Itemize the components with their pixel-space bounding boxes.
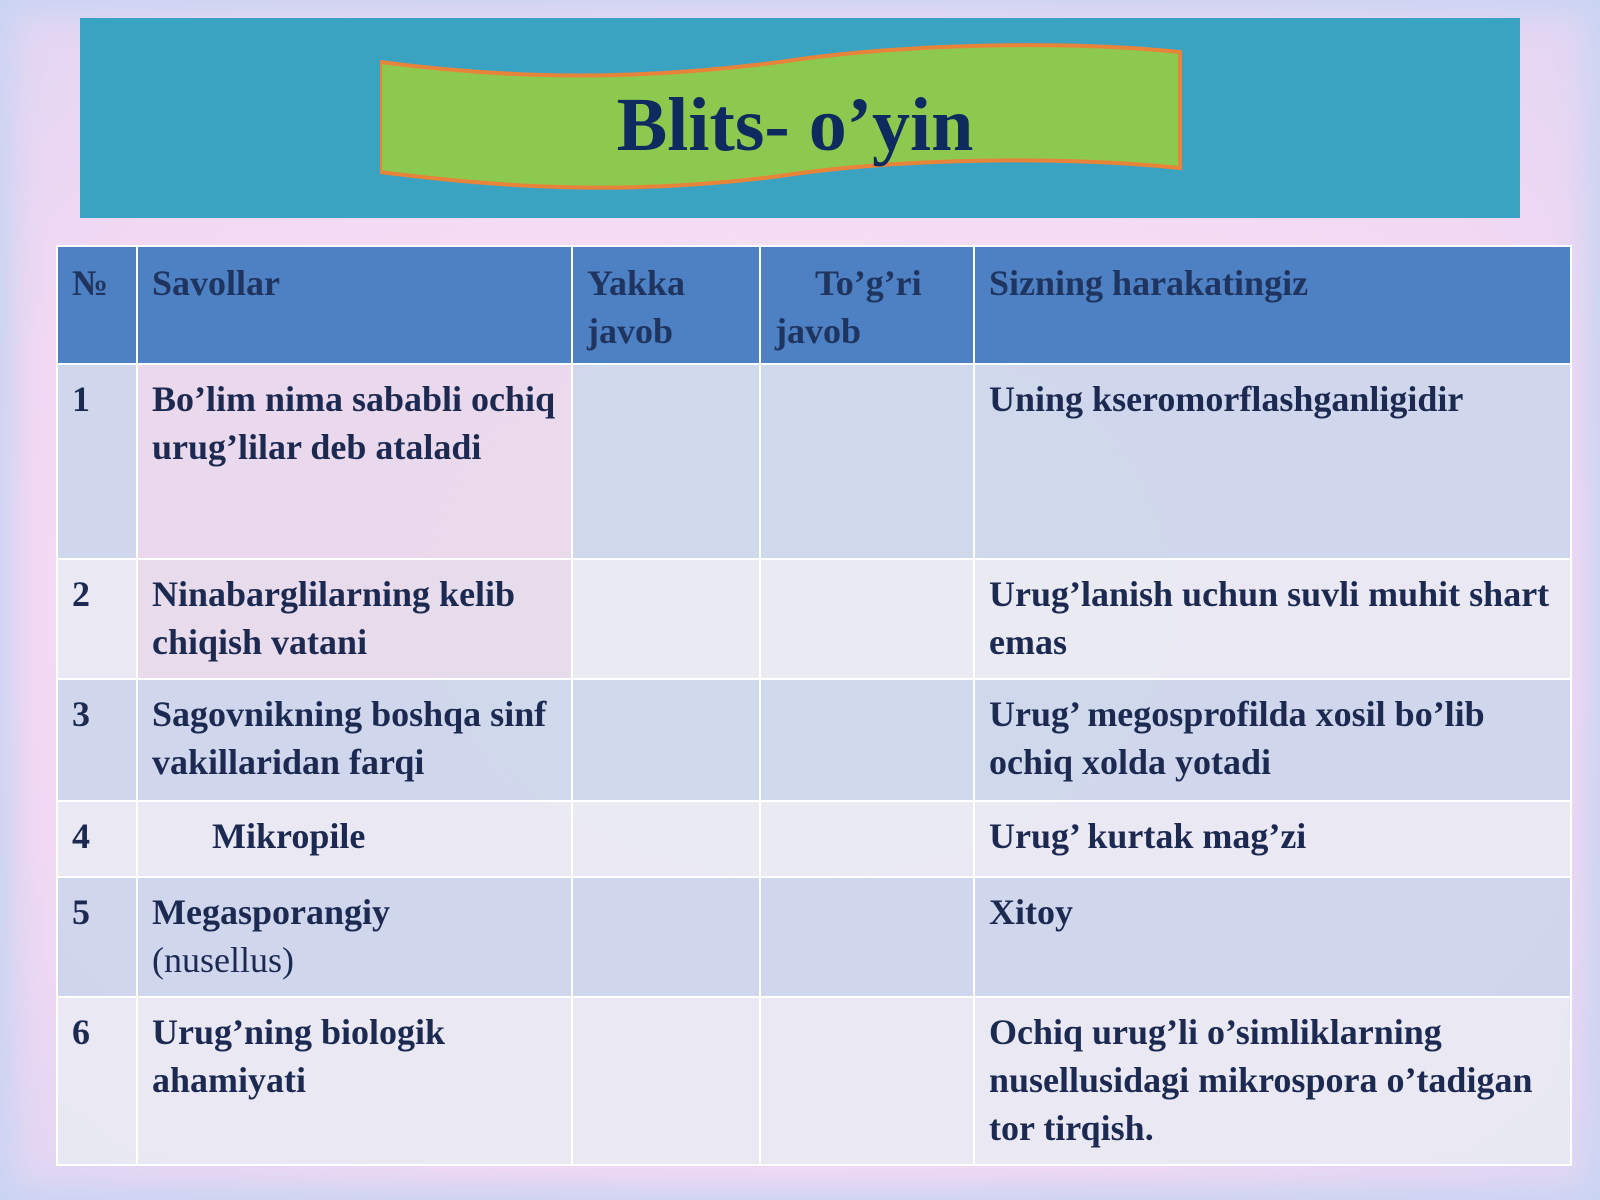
question-text: Megasporangiy bbox=[152, 892, 390, 932]
blits-table bbox=[56, 245, 1572, 1166]
table-row bbox=[57, 364, 1571, 559]
correct-answer-cell[interactable] bbox=[760, 679, 974, 801]
correct-answer-cell[interactable] bbox=[760, 801, 974, 877]
table-row bbox=[57, 997, 1571, 1165]
table-row bbox=[57, 801, 1571, 877]
question-note: (nusellus) bbox=[152, 940, 294, 980]
row-number: 6 bbox=[57, 997, 137, 1165]
row-number: 3 bbox=[57, 679, 137, 801]
individual-answer-cell[interactable] bbox=[572, 877, 760, 997]
individual-answer-cell[interactable] bbox=[572, 801, 760, 877]
page-title: Blits- o’yin bbox=[616, 83, 974, 167]
question-cell: Bo’lim nima sababli ochiq urug’lilar deb ataladi bbox=[137, 364, 572, 559]
header-individual-line2: javob bbox=[587, 311, 674, 351]
question-cell: Urug’ning biologik ahamiyati bbox=[137, 997, 572, 1165]
question-cell: Ninabarglilarning kelib chiqish vatani bbox=[137, 559, 572, 679]
header-num bbox=[57, 246, 137, 364]
table-row bbox=[57, 679, 1571, 801]
table-header-row bbox=[57, 246, 1571, 364]
correct-answer-cell[interactable] bbox=[760, 559, 974, 679]
title-ribbon bbox=[380, 40, 1210, 190]
individual-answer-cell[interactable] bbox=[572, 364, 760, 559]
header-your-action bbox=[974, 246, 1571, 364]
table-row bbox=[57, 559, 1571, 679]
header-correct-line2: javob bbox=[775, 311, 862, 351]
header-question bbox=[137, 246, 572, 364]
row-number: 2 bbox=[57, 559, 137, 679]
header-question-label: Savollar bbox=[152, 263, 281, 303]
header-individual-line1: Yakka bbox=[587, 263, 686, 303]
row-number: 4 bbox=[57, 801, 137, 877]
question-cell bbox=[137, 801, 572, 877]
header-num-label: № bbox=[72, 263, 109, 303]
header-individual-answer bbox=[572, 246, 760, 364]
header-correct-answer bbox=[760, 246, 974, 364]
action-cell: Urug’lanish uchun suvli muhit shart emas bbox=[974, 559, 1571, 679]
header-action-label: Sizning harakatingiz bbox=[989, 263, 1309, 303]
individual-answer-cell[interactable] bbox=[572, 997, 760, 1165]
action-cell: Ochiq urug’li o’simliklarning nusellusidagi mikrospora o’tadigan tor tirqish. bbox=[974, 997, 1571, 1165]
action-cell: Uning kseromorflashganligidir bbox=[974, 364, 1571, 559]
question-cell bbox=[137, 877, 572, 997]
action-cell: Xitoy bbox=[974, 877, 1571, 997]
question-cell: Sagovnikning boshqa sinf vakillaridan farqi bbox=[137, 679, 572, 801]
action-cell: Urug’ kurtak mag’zi bbox=[974, 801, 1571, 877]
correct-answer-cell[interactable] bbox=[760, 997, 974, 1165]
correct-answer-cell[interactable] bbox=[760, 877, 974, 997]
individual-answer-cell[interactable] bbox=[572, 679, 760, 801]
question-text: Mikropile bbox=[212, 816, 366, 856]
individual-answer-cell[interactable] bbox=[572, 559, 760, 679]
table-row bbox=[57, 877, 1571, 997]
row-number: 5 bbox=[57, 877, 137, 997]
row-number: 1 bbox=[57, 364, 137, 559]
header-correct-line1: To’g’ri bbox=[815, 263, 922, 303]
action-cell: Urug’ megosprofilda xosil bo’lib ochiq xolda yotadi bbox=[974, 679, 1571, 801]
correct-answer-cell[interactable] bbox=[760, 364, 974, 559]
